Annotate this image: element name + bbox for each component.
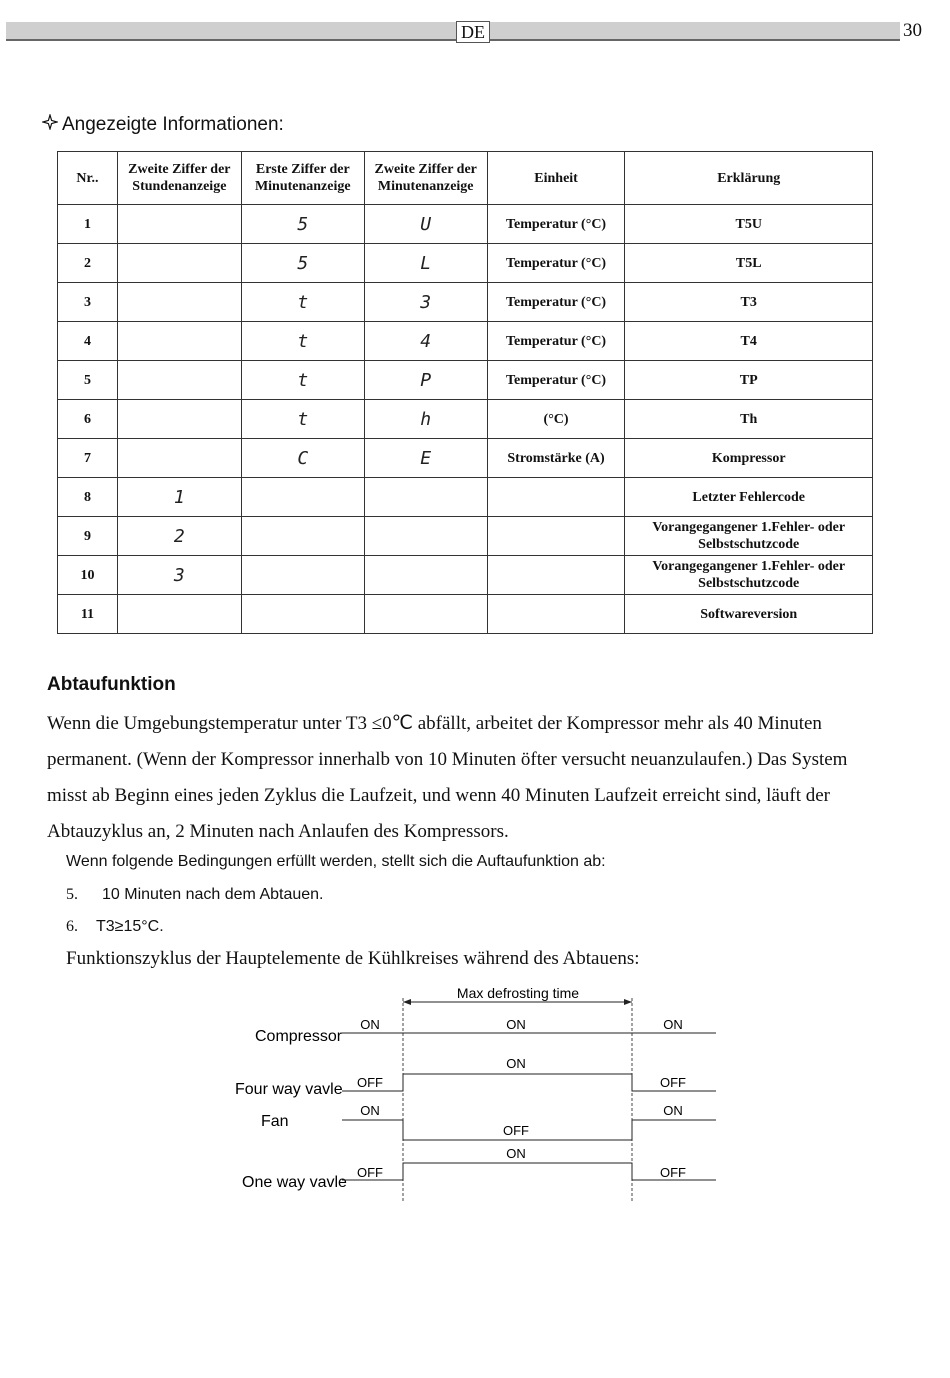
star-outline-icon	[42, 114, 62, 136]
cell-minute-digit-1	[241, 556, 364, 595]
cell-nr: 6	[58, 400, 118, 439]
col-header-minute-first-digit: Erste Ziffer der Minutenanzeige	[241, 152, 364, 205]
table-row	[58, 361, 873, 400]
cell-unit	[487, 595, 625, 634]
page-number: 30	[903, 20, 922, 41]
cell-hour-digit: 2	[117, 517, 241, 556]
cell-minute-digit-1: t	[241, 400, 364, 439]
info-table	[57, 151, 873, 634]
condition-item	[66, 886, 324, 904]
cell-hour-digit	[117, 400, 241, 439]
cycle-caption: Funktionszyklus der Hauptelemente de Kühlkreises während des Abtauens:	[66, 948, 640, 969]
component-label: Fan	[261, 1113, 289, 1130]
col-header-unit: Einheit	[487, 152, 625, 205]
paragraph-line: Wenn die Umgebungstemperatur unter T3 ≤0℃ abfällt, arbeitet der Kompressor mehr als 40 Minuten	[47, 713, 822, 734]
cell-unit: Temperatur (°C)	[487, 205, 625, 244]
language-label: DE	[456, 21, 490, 43]
cell-minute-digit-2: E	[364, 439, 487, 478]
cell-minute-digit-2: P	[364, 361, 487, 400]
state-label: ON	[663, 1017, 683, 1032]
section-title	[42, 114, 284, 136]
cell-unit: Temperatur (°C)	[487, 361, 625, 400]
cell-hour-digit	[117, 439, 241, 478]
cell-explanation: T4	[625, 322, 873, 361]
state-label: OFF	[660, 1165, 686, 1180]
cell-minute-digit-1	[241, 517, 364, 556]
cell-minute-digit-2: U	[364, 205, 487, 244]
cell-hour-digit: 3	[117, 556, 241, 595]
cell-nr: 9	[58, 517, 118, 556]
cell-unit: Temperatur (°C)	[487, 283, 625, 322]
table-header-row	[58, 152, 873, 205]
cell-minute-digit-1: C	[241, 439, 364, 478]
col-header-nr: Nr..	[58, 152, 118, 205]
cell-nr: 3	[58, 283, 118, 322]
cell-nr: 11	[58, 595, 118, 634]
state-label: OFF	[660, 1075, 686, 1090]
defrost-heading: Abtaufunktion	[47, 674, 176, 695]
cell-explanation: Letzter Fehlercode	[625, 478, 873, 517]
condition-number: 5.	[66, 886, 78, 903]
table-row	[58, 439, 873, 478]
state-label: OFF	[357, 1075, 383, 1090]
cell-explanation: T5U	[625, 205, 873, 244]
col-header-hour-second-digit: Zweite Ziffer der Stundenanzeige	[117, 152, 241, 205]
cell-nr: 2	[58, 244, 118, 283]
section-title-text: Angezeigte Informationen:	[62, 114, 284, 135]
cell-nr: 8	[58, 478, 118, 517]
table-row	[58, 244, 873, 283]
cell-explanation: Vorangegangener 1.Fehler- oder Selbstschutzcode	[625, 517, 873, 556]
cell-unit: Temperatur (°C)	[487, 244, 625, 283]
col-header-minute-second-digit: Zweite Ziffer der Minutenanzeige	[364, 152, 487, 205]
cell-minute-digit-2: h	[364, 400, 487, 439]
page-header	[6, 20, 900, 42]
cell-hour-digit	[117, 595, 241, 634]
cell-minute-digit-1: 5	[241, 205, 364, 244]
cell-explanation: TP	[625, 361, 873, 400]
cell-unit: Stromstärke (A)	[487, 439, 625, 478]
arrow-head-right	[624, 999, 632, 1005]
component-label: One way vavle	[242, 1174, 347, 1191]
cell-minute-digit-1	[241, 595, 364, 634]
cell-hour-digit: 1	[117, 478, 241, 517]
state-label: ON	[663, 1103, 683, 1118]
conditions-intro: Wenn folgende Bedingungen erfüllt werden, stellt sich die Auftaufunktion ab:	[66, 853, 606, 870]
table-row	[58, 322, 873, 361]
cell-minute-digit-2: 3	[364, 283, 487, 322]
cell-minute-digit-2: L	[364, 244, 487, 283]
table-row	[58, 556, 873, 595]
paragraph-line: Abtauzyklus an, 2 Minuten nach Anlaufen des Kompressors.	[47, 821, 509, 842]
cell-hour-digit	[117, 283, 241, 322]
state-label: ON	[506, 1017, 526, 1032]
cell-nr: 4	[58, 322, 118, 361]
fan-signal	[342, 1120, 716, 1140]
condition-item	[66, 918, 164, 936]
cell-unit	[487, 517, 625, 556]
defrost-timing-diagram	[230, 980, 750, 1210]
table-row	[58, 400, 873, 439]
cell-hour-digit	[117, 322, 241, 361]
table-row	[58, 283, 873, 322]
component-label: Compressor	[255, 1028, 343, 1045]
state-label: ON	[506, 1146, 526, 1161]
condition-text: 10 Minuten nach dem Abtauen.	[102, 886, 324, 903]
header-bar	[6, 22, 900, 41]
cell-minute-digit-1: t	[241, 361, 364, 400]
state-label: ON	[360, 1103, 380, 1118]
diagram-title: Max defrosting time	[456, 985, 580, 1001]
condition-text: T3≥15°C.	[96, 918, 164, 935]
cell-nr: 7	[58, 439, 118, 478]
paragraph-line: misst ab Beginn eines jeden Zyklus die Laufzeit, und wenn 40 Minuten Laufzeit erreicht sind, läuft der	[47, 785, 830, 806]
cell-minute-digit-1: t	[241, 322, 364, 361]
cell-nr: 10	[58, 556, 118, 595]
cell-explanation: Kompressor	[625, 439, 873, 478]
cell-minute-digit-2	[364, 478, 487, 517]
cell-minute-digit-1: t	[241, 283, 364, 322]
cell-minute-digit-2	[364, 517, 487, 556]
cell-explanation: Softwareversion	[625, 595, 873, 634]
cell-minute-digit-2	[364, 595, 487, 634]
condition-number: 6.	[66, 918, 78, 935]
cell-minute-digit-1	[241, 478, 364, 517]
cell-hour-digit	[117, 361, 241, 400]
state-label: OFF	[503, 1123, 529, 1138]
defrost-paragraph	[47, 706, 917, 850]
table-row	[58, 517, 873, 556]
cell-nr: 5	[58, 361, 118, 400]
cell-nr: 1	[58, 205, 118, 244]
cell-minute-digit-1: 5	[241, 244, 364, 283]
cell-explanation: Th	[625, 400, 873, 439]
component-label: Four way vavle	[235, 1081, 343, 1098]
cell-minute-digit-2: 4	[364, 322, 487, 361]
cell-hour-digit	[117, 244, 241, 283]
arrow-head-left	[403, 999, 411, 1005]
cell-explanation: T3	[625, 283, 873, 322]
table-row	[58, 595, 873, 634]
cell-hour-digit	[117, 205, 241, 244]
table-row	[58, 478, 873, 517]
cell-unit	[487, 556, 625, 595]
state-label: ON	[506, 1056, 526, 1071]
state-label: OFF	[357, 1165, 383, 1180]
paragraph-line: permanent. (Wenn der Kompressor innerhalb von 10 Minuten öfter versucht neuanzulaufen.) Das System	[47, 749, 848, 770]
cell-unit: Temperatur (°C)	[487, 322, 625, 361]
table-row	[58, 205, 873, 244]
cell-unit: (°C)	[487, 400, 625, 439]
cell-unit	[487, 478, 625, 517]
cell-minute-digit-2	[364, 556, 487, 595]
col-header-explanation: Erklärung	[625, 152, 873, 205]
state-label: ON	[360, 1017, 380, 1032]
cell-explanation: T5L	[625, 244, 873, 283]
cell-explanation: Vorangegangener 1.Fehler- oder Selbstschutzcode	[625, 556, 873, 595]
